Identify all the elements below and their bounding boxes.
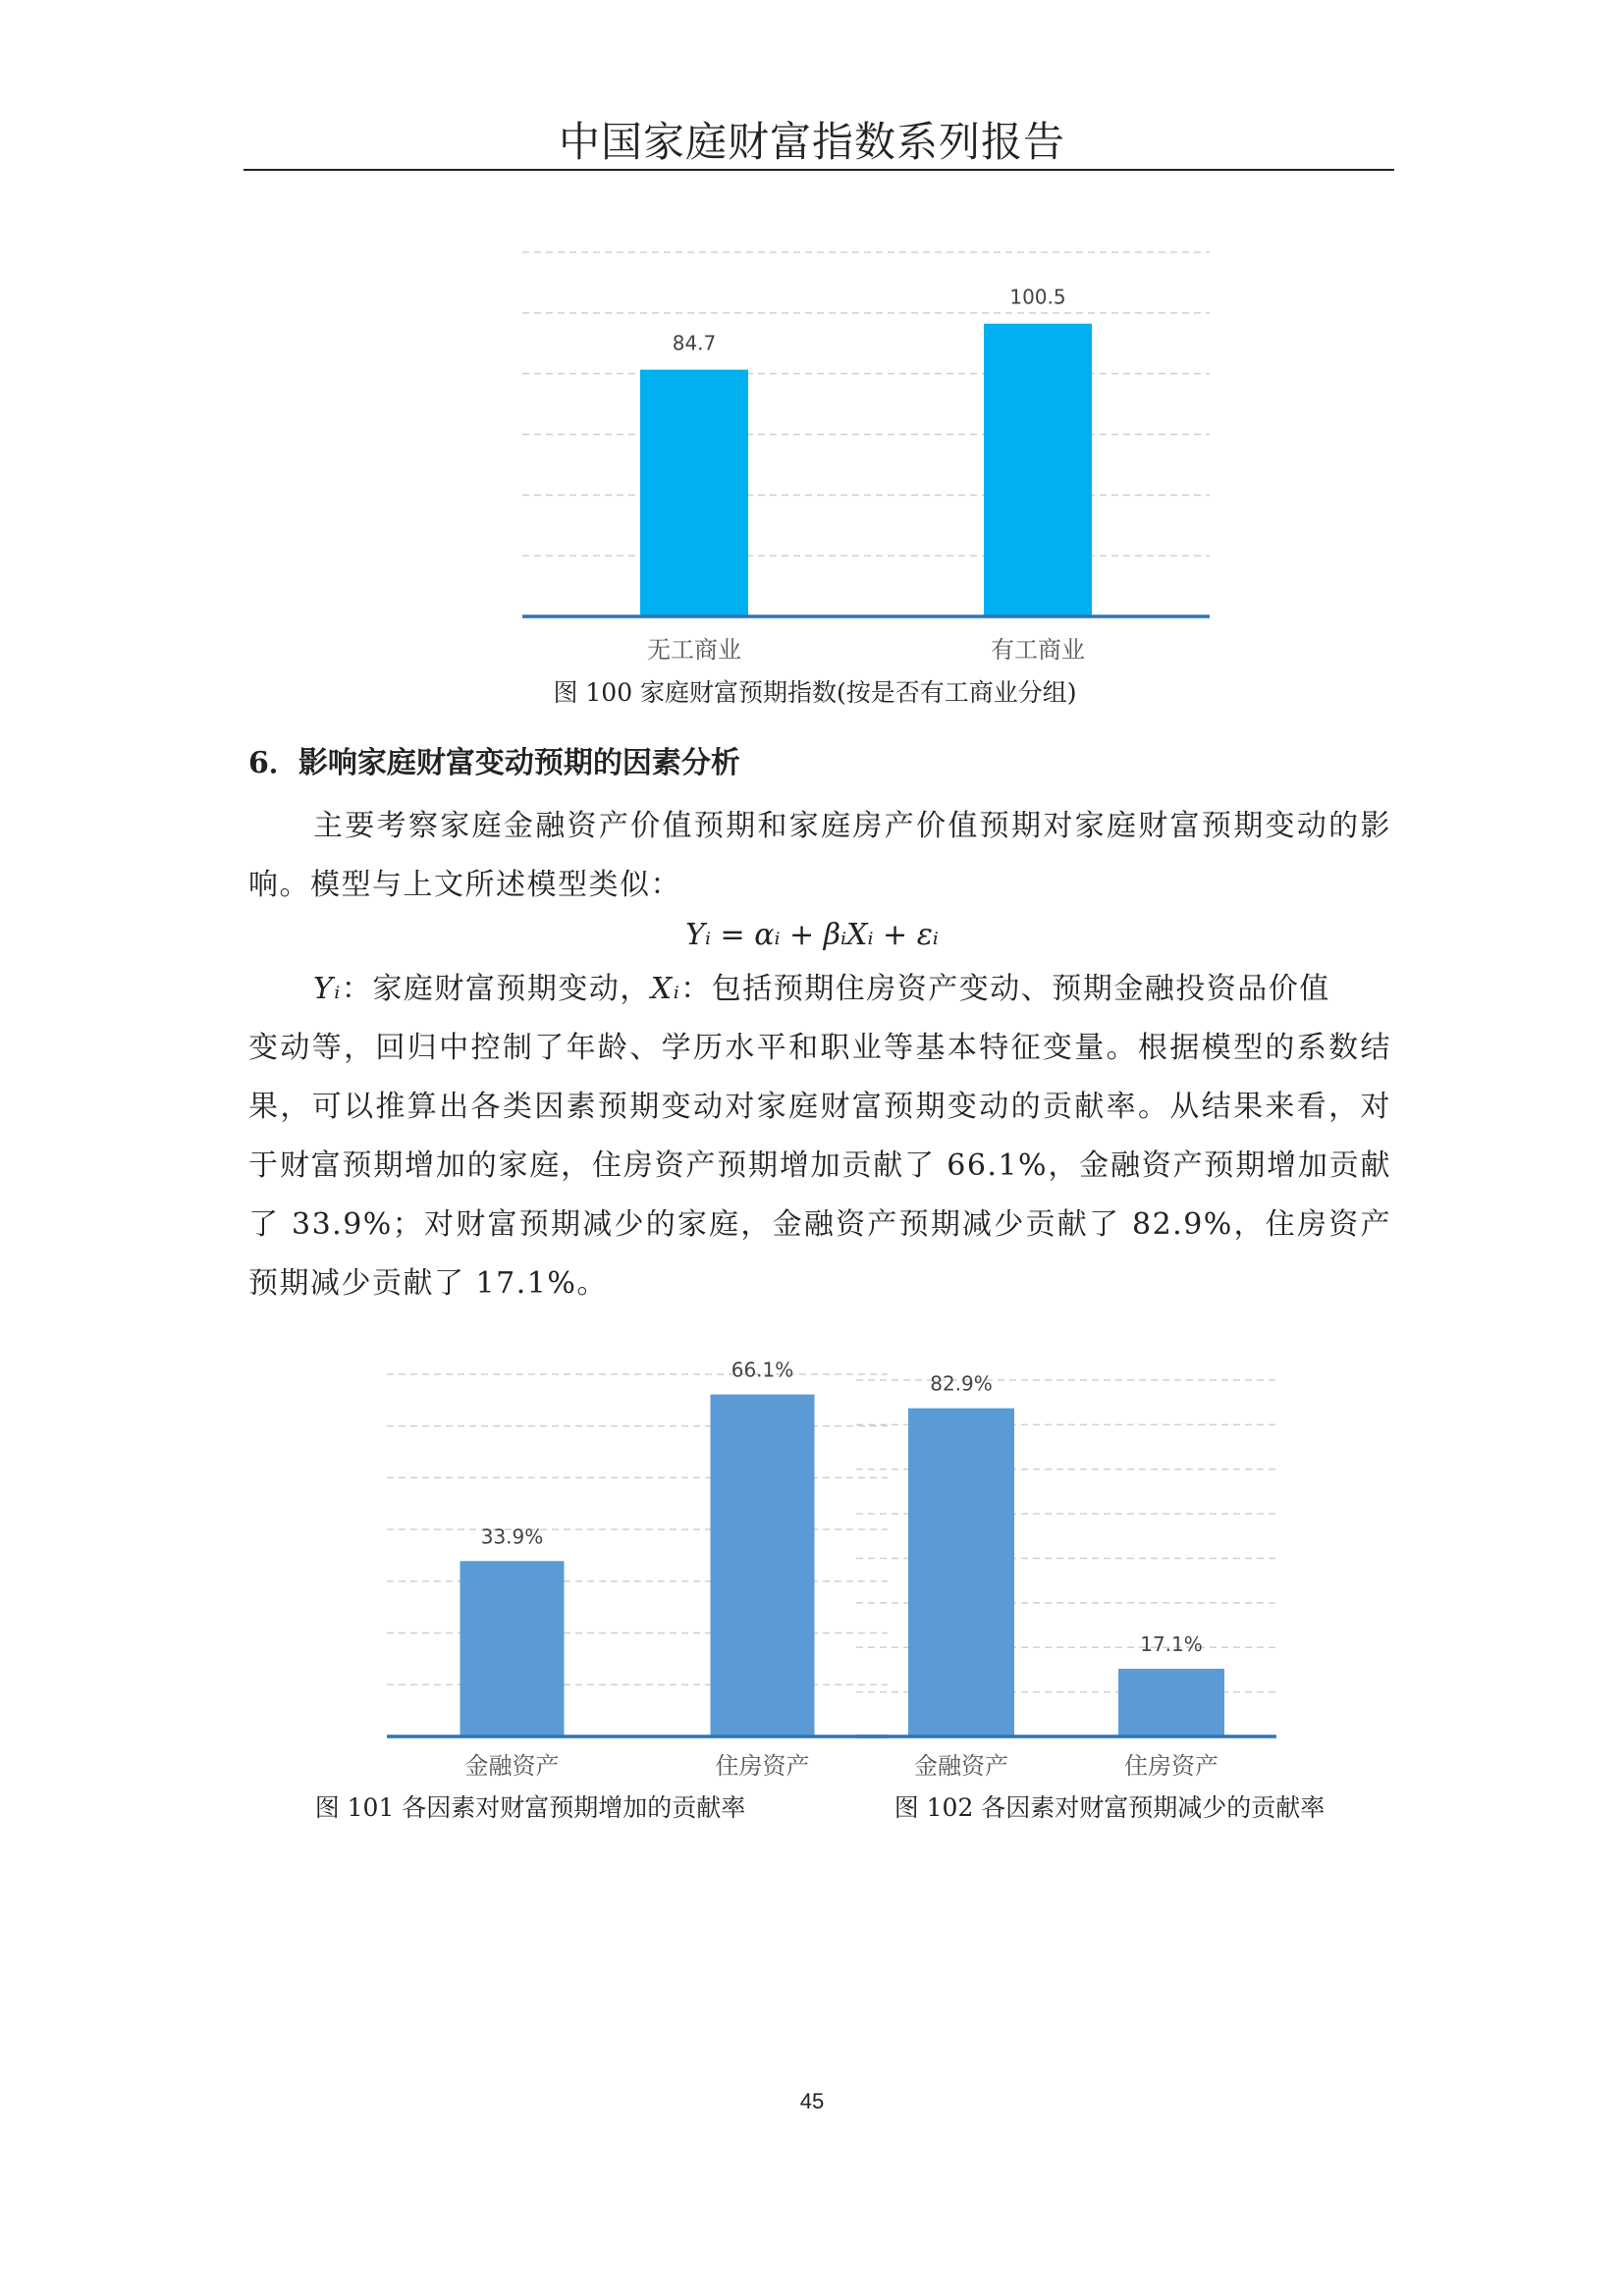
var-y: Yᵢ: [313, 972, 342, 1006]
var-x: Xᵢ: [650, 972, 681, 1006]
var-y-desc: ：家庭财富预期变动，: [341, 972, 651, 1006]
figure-102-chart: [842, 1345, 1314, 1787]
section-heading: 6．影响家庭财富变动预期的因素分析: [248, 746, 740, 780]
figure-100-caption: 图 100 家庭财富预期指数(按是否有工商业分组): [553, 678, 1077, 707]
bar-2: [1118, 1669, 1224, 1736]
bar-1: [460, 1561, 565, 1736]
category-label-2: 住房资产: [1124, 1752, 1218, 1780]
var-x-desc: ：包括预期住房资产变动、预期金融投资品价值: [680, 972, 1330, 1006]
category-label-2: 有工商业: [991, 636, 1085, 664]
data-label-1: 33.9%: [480, 1524, 544, 1549]
category-label-1: 金融资产: [914, 1752, 1008, 1780]
paragraph-variables: [248, 960, 1391, 1019]
report-header-title: 中国家庭财富指数系列报告: [558, 118, 1065, 166]
data-label-1: 84.7: [672, 331, 717, 355]
page-number: 45: [799, 2089, 825, 2113]
bar-2: [711, 1395, 815, 1736]
data-label-1: 82.9%: [930, 1371, 993, 1396]
figure-100-chart: [511, 236, 1218, 677]
category-label-1: 无工商业: [647, 636, 741, 664]
regression-formula: Yᵢ = αᵢ + βᵢXᵢ + εᵢ: [685, 918, 939, 952]
bar-1: [640, 370, 748, 616]
data-label-2: 66.1%: [731, 1358, 794, 1382]
bar-2: [984, 324, 1092, 616]
figure-101-chart: [373, 1345, 903, 1787]
data-label-2: 17.1%: [1140, 1632, 1203, 1657]
paragraph-intro: 主要考察家庭金融资产价值预期和家庭房产价值预期对家庭财富预期变动的影响。模型与上文所述模型类似：: [248, 809, 1391, 902]
category-label-1: 金融资产: [464, 1752, 560, 1780]
figure-102-caption: 图 102 各因素对财富预期减少的贡献率: [893, 1793, 1326, 1822]
category-label-2: 住房资产: [715, 1752, 810, 1780]
bar-1: [908, 1409, 1014, 1736]
figure-101-caption: 图 101 各因素对财富预期增加的贡献率: [314, 1793, 746, 1822]
paragraph-results: 变动等，回归中控制了年龄、学历水平和职业等基本特征变量。根据模型的系数结果，可以推算出各类因素预期变动对家庭财富预期变动的贡献率。从结果来看，对于财富预期增加的家庭，住房资产预期增加贡献了 66.1%，金融资产预期增加贡献了 33.9%；对财富预期减少的家庭，金融资产预期减少贡献了 82.9%，住房资产预期减少贡献了 17.1%。: [248, 1031, 1391, 1301]
data-label-2: 100.5: [1009, 285, 1066, 309]
header-divider: [244, 169, 1394, 171]
